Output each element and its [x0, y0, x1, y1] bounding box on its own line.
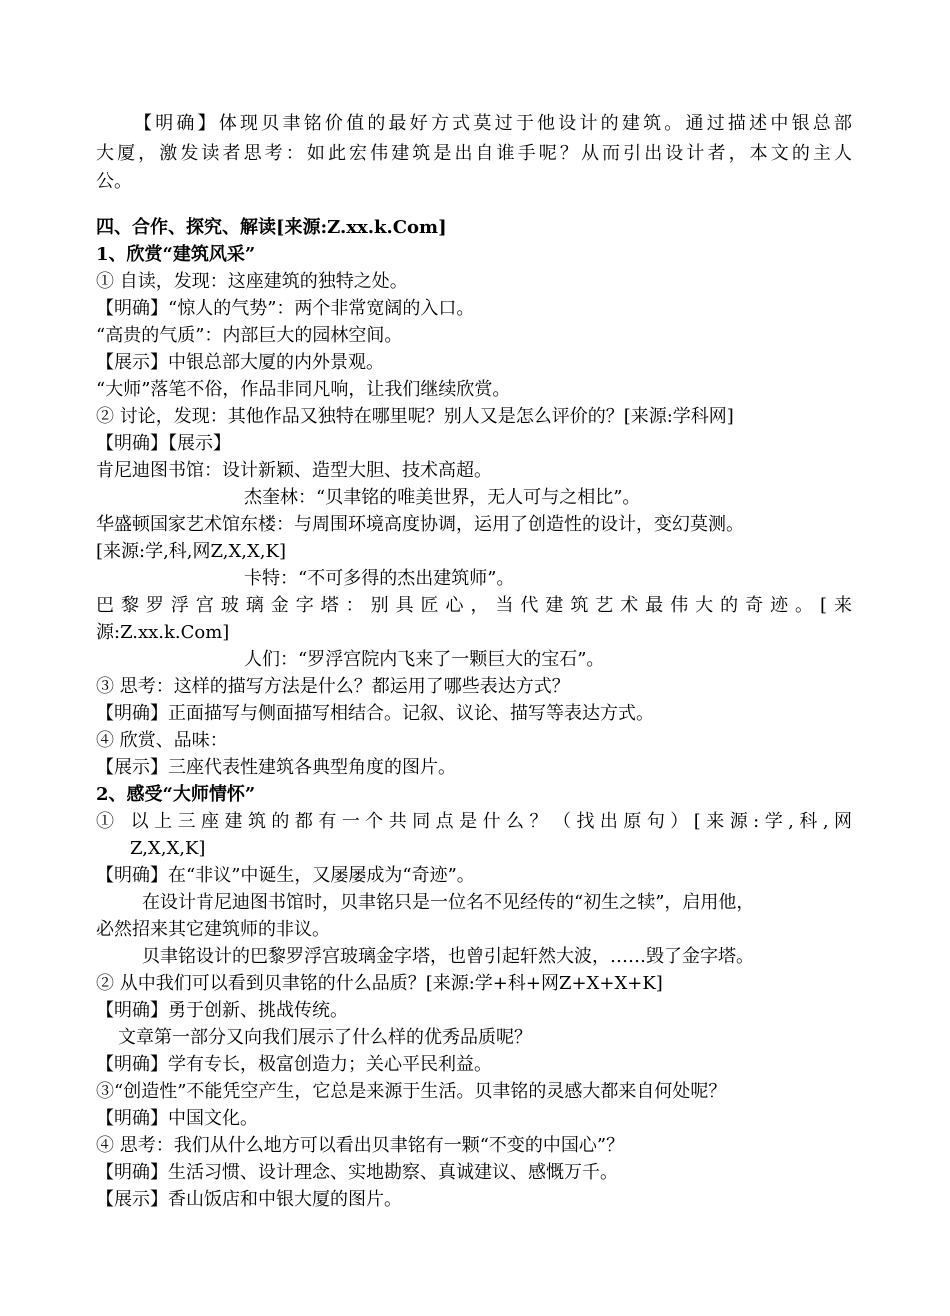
part1-line: [来源:学,科,网Z,X,X,K]: [96, 541, 286, 562]
intro-line-1: 【明确】体现贝聿铭价值的最好方式莫过于他设计的建筑。通过描述中银总部: [134, 113, 852, 134]
part2-line: ③“创造性”不能凭空产生，它总是来源于生活。贝聿铭的灵感大都来自何处呢？: [96, 1081, 727, 1102]
part1-line: 【明确】【展示】: [96, 433, 231, 454]
part1-line: 华盛顿国家艺术馆东楼：与周围环境高度协调，运用了创造性的设计，变幻莫测。: [96, 514, 744, 535]
part2-line: 【明确】勇于创新、挑战传统。: [96, 1000, 348, 1021]
part2-line: ② 从中我们可以看到贝聿铭的什么品质？[来源:学+科+网Z+X+X+K]: [96, 973, 663, 994]
intro-line-2: 大厦，激发读者思考：如此宏伟建筑是出自谁手呢？从而引出设计者，本文的主人: [96, 143, 852, 164]
part1-heading: 1、欣赏“建筑风采”: [96, 244, 256, 265]
part2-line: ① 以上三座建筑的都有一个共同点是什么？（找出原句）[来源:学,科,网: [96, 811, 852, 832]
part2-line: 【明确】学有专长，极富创造力；关心平民利益。: [96, 1054, 492, 1075]
part1-line: ④ 欣赏、品味：: [96, 730, 228, 751]
part1-line: “大师”落笔不俗，作品非同凡响，让我们继续欣赏。: [96, 379, 511, 400]
part1-line: 卡特：“不可多得的杰出建筑师”。: [244, 568, 515, 589]
part1-line: ② 讨论，发现：其他作品又独特在哪里呢？别人又是怎么评价的？[来源:学科网]: [96, 406, 734, 427]
part2-line: 文章第一部分又向我们展示了什么样的优秀品质呢？: [118, 1027, 532, 1048]
part2-line: 在设计肯尼迪图书馆时，贝聿铭只是一位名不见经传的“初生之犊”，启用他，: [142, 892, 755, 913]
part2-line: Z,X,X,K]: [130, 838, 206, 859]
part1-line: 人们：“罗浮宫院内飞来了一颗巨大的宝石”。: [244, 649, 605, 670]
part1-line: ① 自读，发现：这座建筑的独特之处。: [96, 271, 408, 292]
part1-line: 【明确】“惊人的气势”：两个非常宽阔的入口。: [96, 298, 475, 319]
section-heading: 四、合作、探究、解读[来源:Z.xx.k.Com]: [96, 217, 447, 238]
part1-line: 杰奎林：“贝聿铭的唯美世界，无人可与之相比”。: [244, 487, 641, 508]
part1-line: 巴黎罗浮宫玻璃金字塔：别具匠心，当代建筑艺术最伟大的奇迹。[来: [96, 595, 852, 616]
part1-line: 【展示】三座代表性建筑各典型角度的图片。: [96, 757, 456, 778]
part2-line: 【明确】生活习惯、设计理念、实地勘察、真诚建议、感慨万千。: [96, 1162, 618, 1183]
part1-line: ③ 思考：这样的描写方法是什么？都运用了哪些表达方式？: [96, 676, 570, 697]
part1-line: 源:Z.xx.k.Com]: [96, 622, 230, 643]
part2-line: 【展示】香山饭店和中银大厦的图片。: [96, 1189, 402, 1210]
part2-line: 贝聿铭设计的巴黎罗浮宫玻璃金字塔，也曾引起轩然大波，……毁了金字塔。: [142, 946, 754, 967]
intro-line-3: 公。: [96, 171, 132, 192]
part1-line: 【展示】中银总部大厦的内外景观。: [96, 352, 384, 373]
part2-line: ④ 思考：我们从什么地方可以看出贝聿铭有一颗“不变的中国心”？: [96, 1135, 625, 1156]
part2-line: 必然招来其它建筑师的非议。: [96, 919, 330, 940]
part2-line: 【明确】中国文化。: [96, 1108, 258, 1129]
part1-line: “高贵的气质”：内部巨大的园林空间。: [96, 325, 403, 346]
part1-line: 肯尼迪图书馆：设计新颖、造型大胆、技术高超。: [96, 460, 492, 481]
part2-line: 【明确】在“非议”中诞生，又屡屡成为“奇迹”。: [96, 865, 475, 886]
part1-line: 【明确】正面描写与侧面描写相结合。记叙、议论、描写等表达方式。: [96, 703, 654, 724]
part2-heading: 2、感受“大师情怀”: [96, 784, 256, 805]
